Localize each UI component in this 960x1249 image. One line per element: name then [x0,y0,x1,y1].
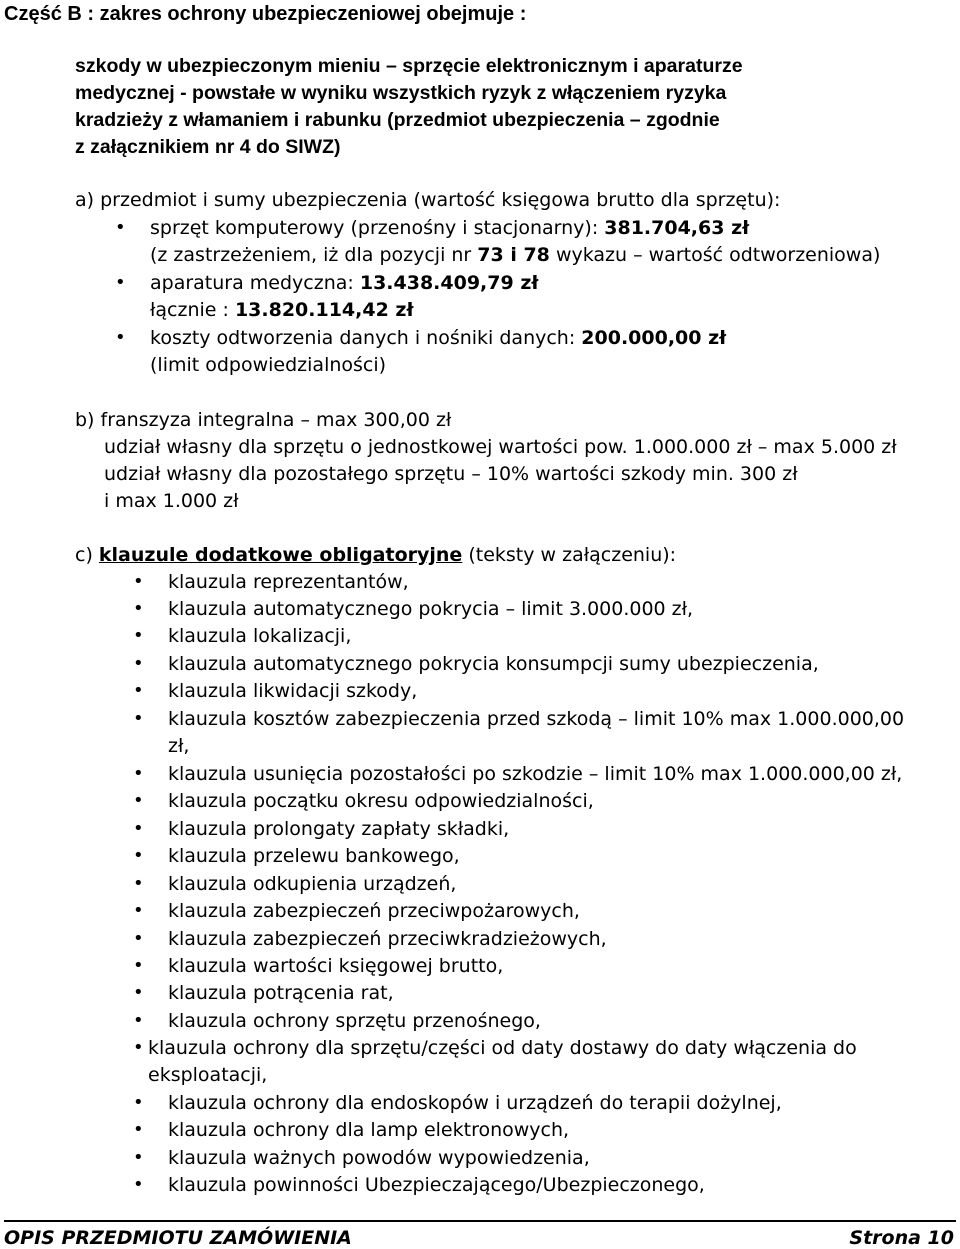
clause-item: klauzula prolongaty zapłaty składki, [168,818,510,840]
clause-item: klauzula odkupienia urządzeń, [168,873,457,895]
reservation-suffix: wykazu – wartość odtworzeniowa) [549,244,881,266]
bullet-icon: • [115,327,126,348]
bullet-icon: • [133,790,144,811]
bullet-icon: • [133,900,144,921]
footer-divider [4,1220,956,1222]
computer-equipment-line [150,216,749,240]
section-title-line-4: z załącznikiem nr 4 do SIWZ) [75,136,341,158]
bullet-icon: • [133,1147,144,1168]
bullet-icon: • [133,873,144,894]
data-recovery-line [150,326,726,350]
clause-item: klauzula wartości księgowej brutto, [168,955,504,977]
clause-item: klauzula ochrony dla endoskopów i urządzeń do terapii dożylnej, [168,1092,782,1114]
part-c-bold-label: klauzule dodatkowe obligatoryjne [98,544,463,566]
bullet-icon: • [133,653,144,674]
reservation-line [150,243,880,267]
bullet-icon: • [133,1037,144,1058]
computer-equipment-label: sprzęt komputerowy (przenośny i stacjonarny): [150,217,605,239]
bullet-icon: • [133,955,144,976]
clause-item: klauzula początku okresu odpowiedzialności, [168,790,594,812]
reservation-items: 73 i 78 [477,244,550,266]
data-recovery-label: koszty odtworzenia danych i nośniki danych: [150,327,582,349]
footer-title: OPIS PRZEDMIOTU ZAMÓWIENIA [4,1227,352,1249]
section-title-line-3: kradzieży z włamaniem i rabunku (przedmiot ubezpieczenia – zgodnie [75,109,720,131]
section-title-line-1: szkody w ubezpieczonym mieniu – sprzęcie elektronicznym i aparaturze [75,55,743,77]
part-b-line-4: i max 1.000 zł [104,490,239,512]
clause-item: klauzula ważnych powodów wypowiedzenia, [168,1147,590,1169]
computer-equipment-value: 381.704,63 zł [604,217,750,239]
part-b-line-1: b) franszyza integralna – max 300,00 zł [75,409,452,431]
bullet-icon: • [115,217,126,238]
clause-item: klauzula reprezentantów, [168,571,409,593]
clause-item-continuation: eksploatacji, [148,1064,268,1086]
footer-page-number: Strona 10 [849,1227,954,1249]
bullet-icon: • [133,708,144,729]
data-recovery-value: 200.000,00 zł [581,327,727,349]
total-label: łącznie : [150,299,235,321]
bullet-icon: • [133,982,144,1003]
clause-item: klauzula potrącenia rat, [168,982,394,1004]
bullet-icon: • [133,1119,144,1140]
bullet-icon: • [133,763,144,784]
part-c-prefix: c) [75,544,99,566]
bullet-icon: • [133,1174,144,1195]
bullet-icon: • [133,1092,144,1113]
bullet-icon: • [133,1010,144,1031]
total-line [150,298,414,322]
clause-item: klauzula ochrony dla sprzętu/części od daty dostawy do daty włączenia do [148,1037,857,1059]
clause-item: klauzula automatycznego pokrycia konsumpcji sumy ubezpieczenia, [168,653,819,675]
clause-item: klauzula usunięcia pozostałości po szkodzie – limit 10% max 1.000.000,00 zł, [168,763,903,785]
data-recovery-note: (limit odpowiedzialności) [150,354,387,376]
clause-item: klauzula likwidacji szkody, [168,680,418,702]
total-value: 13.820.114,42 zł [234,299,414,321]
bullet-icon: • [133,598,144,619]
clause-item: klauzula lokalizacji, [168,625,352,647]
part-a-label: a) przedmiot i sumy ubezpieczenia (wartość księgowa brutto dla sprzętu): [75,189,781,211]
reservation-prefix: (z zastrzeżeniem, iż dla pozycji nr [150,244,478,266]
medical-equipment-value: 13.438.409,79 zł [359,272,539,294]
clause-item: klauzula kosztów zabezpieczenia przed szkodą – limit 10% max 1.000.000,00 [168,708,905,730]
clause-item: klauzula automatycznego pokrycia – limit 3.000.000 zł, [168,598,694,620]
clause-item: klauzula zabezpieczeń przeciwpożarowych, [168,900,580,922]
bullet-icon: • [115,272,126,293]
bullet-icon: • [133,680,144,701]
bullet-icon: • [133,845,144,866]
bullet-icon: • [133,571,144,592]
bullet-icon: • [133,818,144,839]
clause-item: klauzula przelewu bankowego, [168,845,460,867]
part-c-label [75,543,676,567]
clause-item: klauzula powinności Ubezpieczającego/Ubezpieczonego, [168,1174,705,1196]
clause-item: klauzula ochrony sprzętu przenośnego, [168,1010,541,1032]
clause-item: klauzula ochrony dla lamp elektronowych, [168,1119,570,1141]
part-b-line-3: udział własny dla pozostałego sprzętu – 10% wartości szkody min. 300 zł [104,463,798,485]
page-heading: Część B : zakres ochrony ubezpieczeniowej obejmuje : [4,3,527,25]
part-c-suffix: (teksty w załączeniu): [462,544,677,566]
bullet-icon: • [133,928,144,949]
clause-item-continuation: zł, [168,735,190,757]
medical-equipment-line [150,271,538,295]
bullet-icon: • [133,625,144,646]
medical-equipment-label: aparatura medyczna: [150,272,360,294]
section-title-line-2: medycznej - powstałe w wyniku wszystkich ryzyk z włączeniem ryzyka [75,82,727,104]
part-b-line-2: udział własny dla sprzętu o jednostkowej wartości pow. 1.000.000 zł – max 5.000 zł [104,436,897,458]
clause-item: klauzula zabezpieczeń przeciwkradzieżowych, [168,928,607,950]
